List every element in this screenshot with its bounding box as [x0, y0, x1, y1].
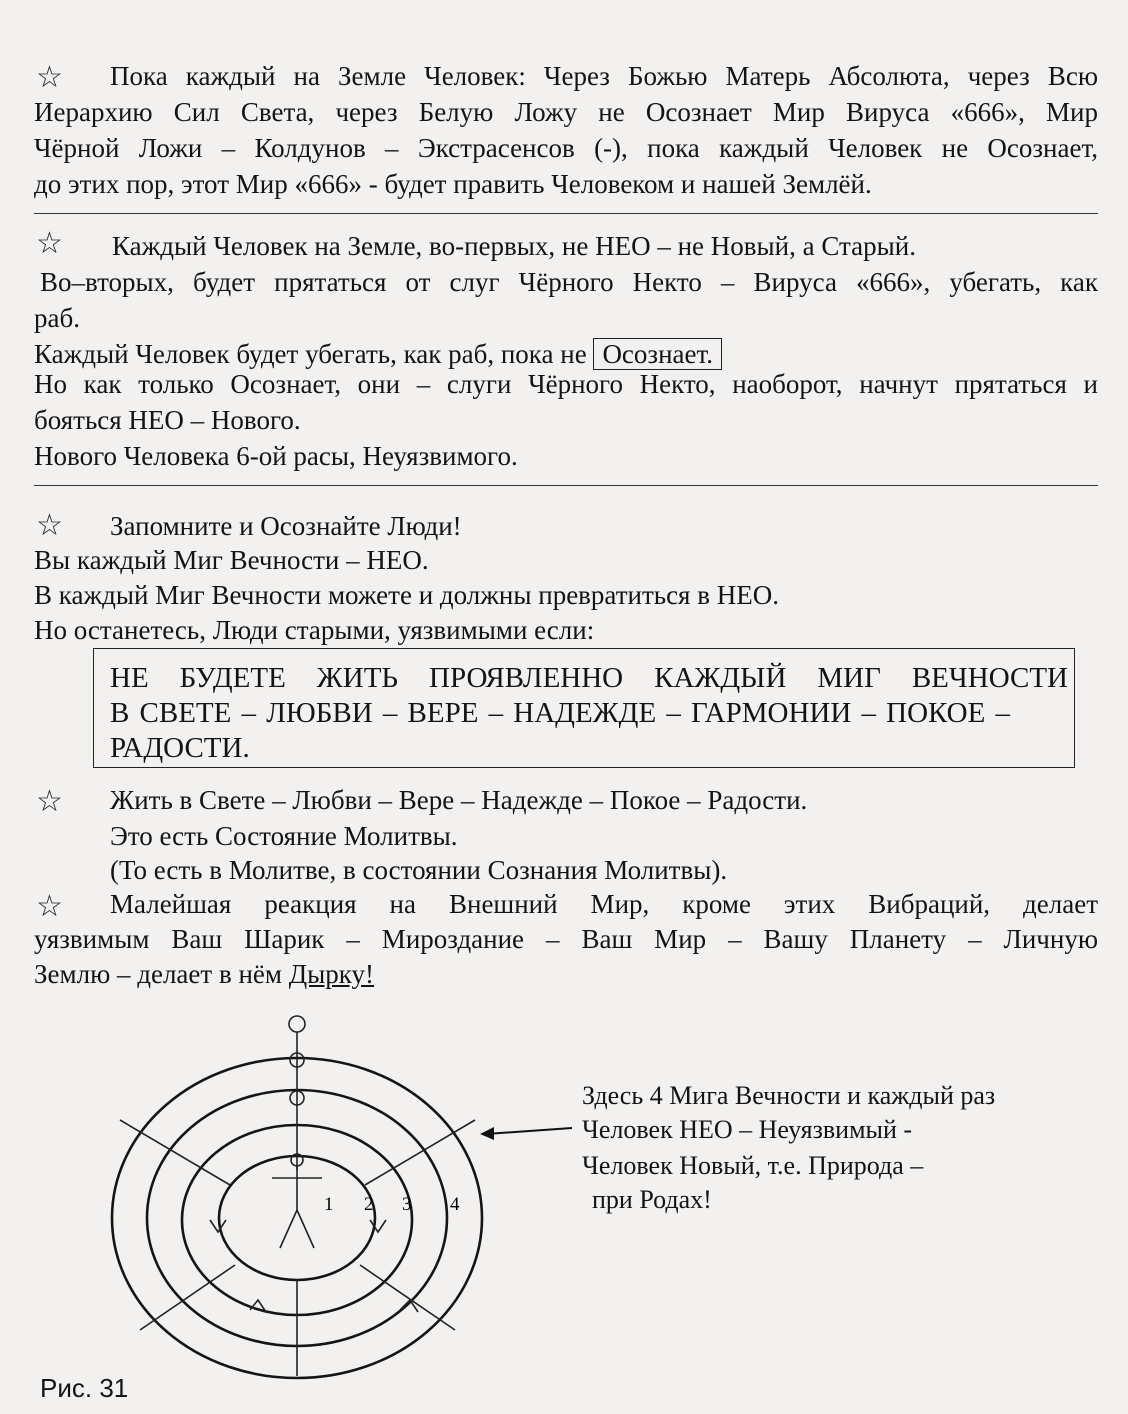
paragraph-line: Каждый Человек на Земле, во-первых, не НЕО – не Новый, а Старый. [112, 231, 916, 261]
paragraph-line: Но как только Осознает, они – слуги Чёрного Некто, наоборот, начнут прятаться и [34, 369, 1098, 399]
paragraph-line: Пока каждый на Земле Человек: Через Божью Матерь Абсолюта, через Всю [110, 61, 1098, 91]
pointer-arrow-icon [476, 1112, 576, 1142]
paragraph-line: Во–вторых, будет прятаться от слуг Чёрного Некто – Вируса «666», убегать, как [40, 267, 1098, 297]
paragraph-line: Запомните и Осознайте Люди! [110, 511, 462, 541]
star-icon: ☆ [36, 227, 63, 260]
paragraph-line: Малейшая реакция на Внешний Мир, кроме этих Вибраций, делает [110, 889, 1098, 919]
concentric-circles-diagram [100, 1010, 500, 1390]
figure-caption: Рис. 31 [40, 1373, 129, 1403]
ring-label-1: 1 [324, 1194, 334, 1215]
paragraph-line: Чёрной Ложи – Колдунов – Экстрасенсов (-), пока каждый Человек не Осознает, [34, 133, 1098, 163]
radial-line [140, 1265, 235, 1330]
star-icon: ☆ [36, 509, 63, 542]
star-icon: ☆ [36, 61, 63, 94]
paragraph-line: Это есть Состояние Молитвы. [110, 821, 458, 851]
box-line: РАДОСТИ. [110, 732, 250, 764]
paragraph-line [34, 956, 374, 992]
figure-note-line: при Родах! [592, 1185, 712, 1214]
box-line: В СВЕТЕ – ЛЮБВИ – ВЕРЕ – НАДЕЖДЕ – ГАРМОНИИ – ПОКОЕ – [110, 697, 1010, 729]
section-divider [34, 213, 1098, 214]
ring-label-3: 3 [402, 1194, 412, 1215]
boxed-word: Осознает. [593, 338, 722, 370]
paragraph-line: (То есть в Молитве, в состоянии Сознания Молитвы). [110, 855, 728, 885]
star-icon: ☆ [36, 785, 63, 818]
ring-label-4: 4 [450, 1194, 460, 1215]
figure-note-line: Здесь 4 Мига Вечности и каждый раз [582, 1081, 996, 1110]
paragraph-line: Жить в Свете – Любви – Вере – Надежде – Покое – Радости. [110, 785, 808, 815]
paragraph-line: В каждый Миг Вечности можете и должны превратиться в НЕО. [34, 580, 779, 610]
figure-note-line: Человек НЕО – Неуязвимый - [582, 1115, 913, 1144]
figure-note-line: Человек Новый, т.е. Природа – [582, 1151, 924, 1180]
section-divider [34, 485, 1098, 486]
radial-line [365, 1120, 475, 1185]
paragraph-line: Нового Человека 6-ой расы, Неуязвимого. [34, 441, 518, 471]
radial-line [120, 1120, 230, 1185]
paragraph-line: Но останетесь, Люди старыми, уязвимыми если: [34, 615, 595, 645]
paragraph-text: Землю – делает в нём [34, 959, 289, 989]
ring-label-2: 2 [364, 1194, 374, 1215]
box-line: НЕ БУДЕТЕ ЖИТЬ ПРОЯВЛЕННО КАЖДЫЙ МИГ ВЕЧНОСТИ [110, 662, 1068, 694]
paragraph-text: Каждый Человек будет убегать, как раб, пока не [34, 339, 594, 369]
star-icon: ☆ [36, 890, 63, 923]
paragraph-line: до этих пор, этот Мир «666» - будет править Человеком и нашей Землёй. [34, 169, 872, 199]
head-outer [289, 1016, 305, 1032]
paragraph-line: раб. [34, 303, 80, 333]
paragraph-line: бояться НЕО – Нового. [34, 405, 301, 435]
figure-right-leg [297, 1210, 314, 1248]
paragraph-line: уязвимым Ваш Шарик – Мироздание – Ваш Мир – Вашу Планету – Личную [34, 924, 1098, 954]
paragraph-line: Иерархию Сил Света, через Белую Ложу не Осознает Мир Вируса «666», Мир [34, 97, 1098, 127]
underlined-word: Дырку! [288, 959, 375, 989]
figure-left-leg [280, 1210, 297, 1248]
radial-line [360, 1265, 455, 1330]
paragraph-line: Вы каждый Миг Вечности – НЕО. [34, 545, 429, 575]
